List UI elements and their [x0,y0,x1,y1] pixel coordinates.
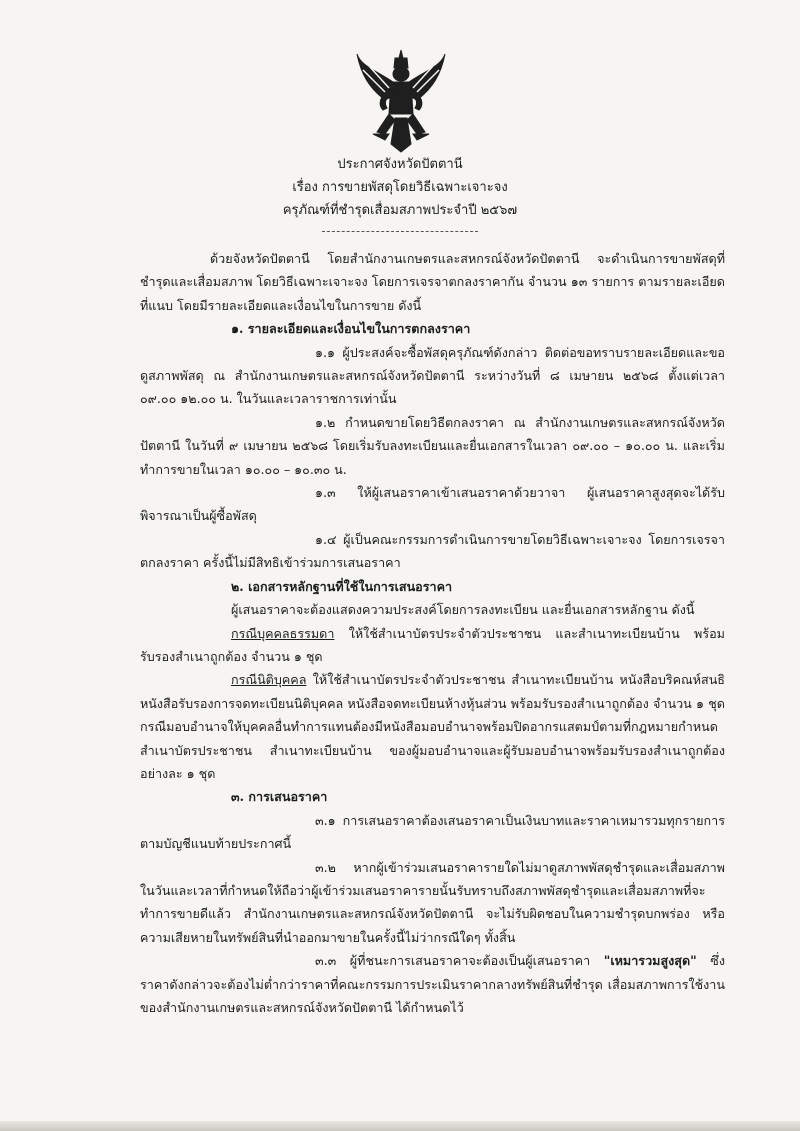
scan-bottom-edge [0,1121,800,1131]
announcement-subject: เรื่อง การขายพัสดุโดยวิธีเฉพาะเจาะจง [292,180,508,195]
section2-case-individual [140,622,725,669]
garuda-emblem-icon [355,48,447,154]
header-divider [322,231,478,232]
section1-item2: ๑.๒ กำหนดขายโดยวิธีตกลงราคา ณ สำนักงานเกษตรและสหกรณ์จังหวัดปัตตานี ในวันที่ ๙ เมษายน ๒๕๖๘ โดยเริ่มรับลงทะเบียนและยื่นเอกสารในเวลา ๐๙.๐๐ – ๑๐.๐๐ น. และเริ่มทำการขายในเวลา ๑๐.๐๐ – ๑๐.๓๐ น. [140,414,725,477]
announcement-title: ประกาศจังหวัดปัตตานี [337,157,463,172]
section2-case-juristic [140,668,725,785]
item3-bold: "เหมารวมสูงสุด" [603,953,697,969]
section3-heading: ๓. การเสนอราคา [231,789,328,805]
section1-item3: ๑.๓ ให้ผู้เสนอราคาเข้าเสนอราคาด้วยวาจา ผู้เสนอราคาสูงสุดจะได้รับพิจารณาเป็นผู้ซื้อพัสดุ [140,485,725,524]
individual-text: ให้ใช้สำเนาบัตรประจำตัวประชาชน และสำเนาทะเบียนบ้าน พร้อมรับรองสำเนาถูกต้อง จำนวน ๑ ชุด [140,625,725,664]
section2-lead: ผู้เสนอราคาจะต้องแสดงความประสงค์โดยการลงทะเบียน และยื่นเอกสารหลักฐาน ดังนี้ [231,602,695,618]
item3-before: ๓.๓ ผู้ที่ชนะการเสนอราคาจะต้องเป็นผู้เสนอราคา [315,953,604,969]
individual-label: กรณีบุคคลธรรมดา [231,625,335,641]
section3-item2: ๓.๒ หากผู้เข้าร่วมเสนอราคารายใดไม่มาดูสภาพพัสดุชำรุดและเสื่อมสภาพในวันและเวลาที่กำหนดให้ถือว่าผู้เข้าร่วมเสนอราคารายนั้นรับทราบถึงสภาพพัสดุชำรุดและเสื่อมสภาพที่จะทำการขายดีแล้ว สำนักงานเกษตรและสหกรณ์จังหวัดปัตตานี จะไม่รับผิดชอบในความชำรุดบกพร่อง หรือความเสียหายในทรัพย์สินที่นำออกมาขายในครั้งนี้ไม่ว่ากรณีใดๆ ทั้งสิ้น [140,859,725,945]
section3-item1: ๓.๑ การเสนอราคาต้องเสนอราคาเป็นเงินบาทและราคาเหมารวมทุกรายการตามบัญชีแนบท้ายประกาศนี้ [140,812,725,852]
intro-paragraph: ด้วยจังหวัดปัตตานี โดยสำนักงานเกษตรและสหกรณ์จังหวัดปัตตานี จะดำเนินการขายพัสดุที่ชำรุดและเสื่อมสภาพ โดยวิธีเฉพาะเจาะจง โดยการเจรจาตกลงราคากัน จำนวน ๑๓ รายการ ตามรายละเอียดที่แนบ โดยมีรายละเอียดและเงื่อนไขในการขาย ดังนี้ [140,251,725,313]
section1-item4: ๑.๔ ผู้เป็นคณะกรรมการดำเนินการขายโดยวิธีเฉพาะเจาะจง โดยการเจรจาตกลงราคา ครั้งนี้ไม่มีสิทธิเข้าร่วมการเสนอราคา [140,531,725,571]
section1-heading: ๑. รายละเอียดและเงื่อนไขในการตกลงราคา [231,321,471,337]
announcement-subtitle: ครุภัณฑ์ที่ชำรุดเสื่อมสภาพประจำปี ๒๕๖๗ [282,203,518,218]
section3-item3 [140,949,725,1019]
section1-item1: ๑.๑ ผู้ประสงค์จะซื้อพัสดุครุภัณฑ์ดังกล่าว ติดต่อขอทราบรายละเอียดและขอดูสภาพพัสดุ ณ สำนักงานเกษตรและสหกรณ์จังหวัดปัตตานี ระหว่างวันที่ ๘ เมษายน ๒๕๖๘ ตั้งแต่เวลา ๐๙.๐๐ ๑๒.๐๐ น. ในวันและเวลาราชการเท่านั้น [140,344,725,407]
juristic-text: ให้ใช้สำเนาบัตรประจำตัวประชาชน สำเนาทะเบียนบ้าน หนังสือบริคณห์สนธิ หนังสือรับรองการจดทะเบียนนิติบุคคล หนังสือจดทะเบียนห้างหุ้นส่วน พร้อมรับรองสำเนาถูกต้อง จำนวน ๑ ชุด กรณีมอบอำนาจให้บุคคลอื่นทำการแทนต้องมีหนังสือมอบอำนาจพร้อมปิดอากรแสตมป์ตามที่กฎหมายกำหนด สำเนาบัตรประชาชน สำเนาทะเบียนบ้าน ของผู้มอบอำนาจและผู้รับมอบอำนาจพร้อมรับรองสำเนาถูกต้องอย่างละ ๑ ชุด [140,672,725,781]
section2-heading: ๒. เอกสารหลักฐานที่ใช้ในการเสนอราคา [231,578,453,594]
juristic-label: กรณีนิติบุคคล [231,672,307,688]
announcement-body [140,247,725,1019]
item3-after: ซึ่งราคาดังกล่าวจะต้องไม่ต่ำกว่าราคาที่คณะกรรมการประเมินราคากลางทรัพย์สินที่ชำรุด เสื่อมสภาพการใช้งาน ของสำนักงานเกษตรและสหกรณ์จังหวัดปัตตานี ได้กำหนดไว้ [140,953,725,1015]
